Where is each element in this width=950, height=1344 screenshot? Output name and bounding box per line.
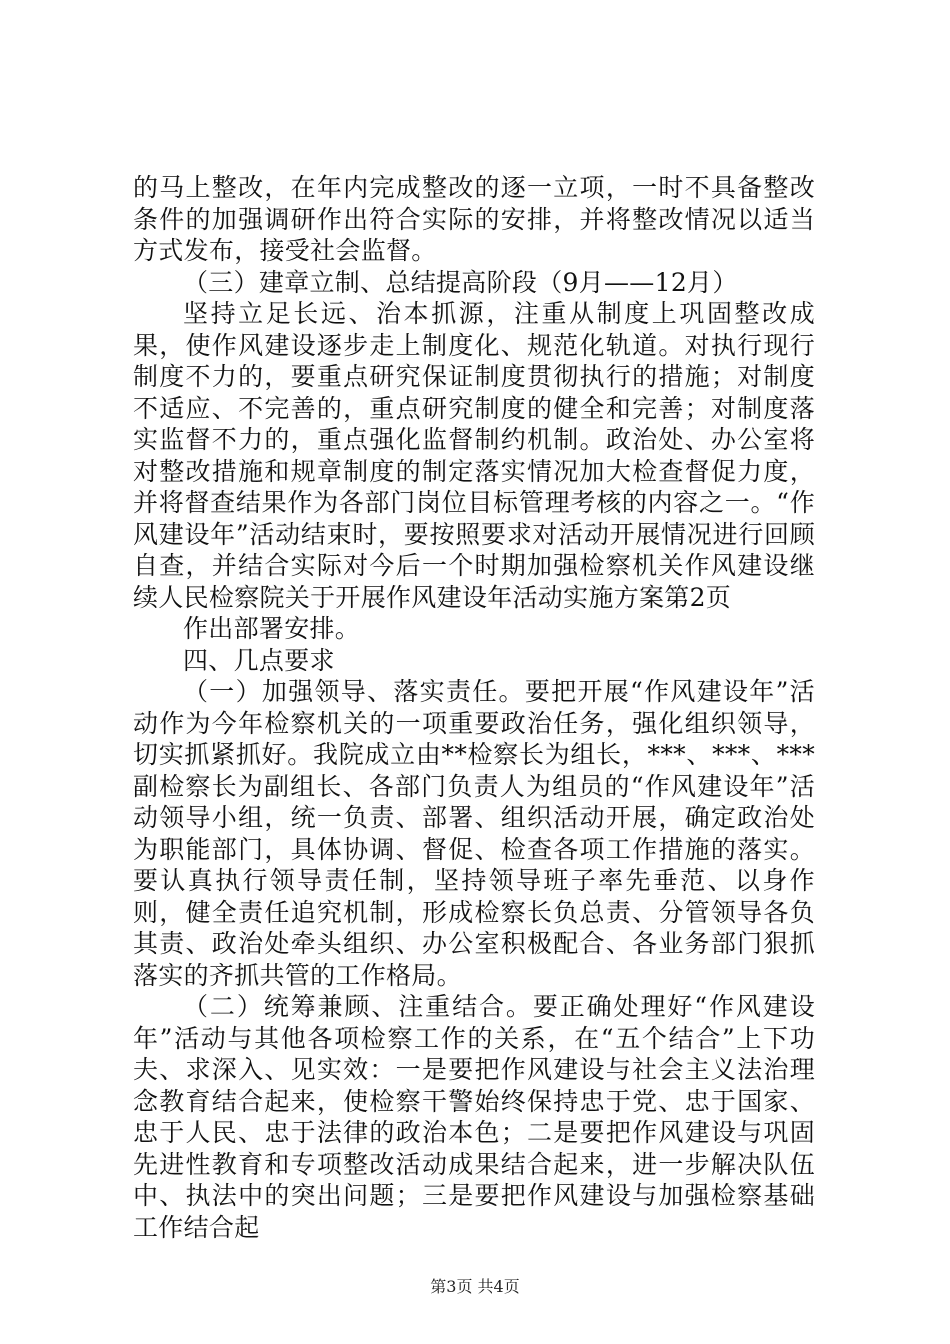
paragraph-continuation: 的马上整改，在年内完成整改的逐一立项，一时不具备整改条件的加强调研作出符合实际的安排，并将整改情况以适当方式发布，接受社会监督。 xyxy=(133,173,815,265)
paragraph-requirement-one: （一）加强领导、落实责任。要把开展“作风建设年”活动作为今年检察机关的一项重要政治任务，强化组织领导，切实抓紧抓好。我院成立由**检察长为组长，***、***、***副检察长为副组长、各部门负责人为组员的“作风建设年”活动领导小组，统一负责、部署、组织活动开展，确定政治处为职能部门，具体协调、督促、检查各项工作措施的落实。要认真执行领导责任制，坚持领导班子率先垂范、以身作则，健全责任追究机制，形成检察长负总责、分管领导各负其责、政治处牵头组织、办公室积极配合、各业务部门狠抓落实的齐抓共管的工作格局。 xyxy=(133,677,815,990)
paragraph-arrangement: 作出部署安排。 xyxy=(183,614,361,643)
document-body xyxy=(133,172,815,1243)
page-number: 第3页 共4页 xyxy=(430,1277,520,1296)
paragraph-phase-three-body: 坚持立足长远、治本抓源，注重从制度上巩固整改成果，使作风建设逐步走上制度化、规范化轨道。对执行现行制度不力的，要重点研究保证制度贯彻执行的措施；对制度不适应、不完善的，重点研究制度的健全和完善；对制度落实监督不力的，重点强化监督制约机制。政治处、办公室将对整改措施和规章制度的制定落实情况加大检查督促力度，并将督查结果作为各部门岗位目标管理考核的内容之一。“作风建设年”活动结束时，要按照要求对活动开展情况进行回顾自查，并结合实际对今后一个时期加强检察机关作风建设继续人民检察院关于开展作风建设年活动实施方案第2页 xyxy=(133,299,815,612)
page-footer xyxy=(0,1277,950,1297)
section-heading-requirements: 四、几点要求 xyxy=(183,645,335,675)
section-heading-phase-three: （三）建章立制、总结提高阶段（9月——12月） xyxy=(183,267,738,297)
paragraph-requirement-two: （二）统筹兼顾、注重结合。要正确处理好“作风建设年”活动与其他各项检察工作的关系，在“五个结合”上下功夫、求深入、见实效：一是要把作风建设与社会主义法治理念教育结合起来，使检察干警始终保持忠于党、忠于国家、忠于人民、忠于法律的政治本色；二是要把作风建设与巩固先进性教育和专项整改活动成果结合起来，进一步解决队伍中、执法中的突出问题；三是要把作风建设与加强检察基础工作结合起 xyxy=(133,992,815,1242)
